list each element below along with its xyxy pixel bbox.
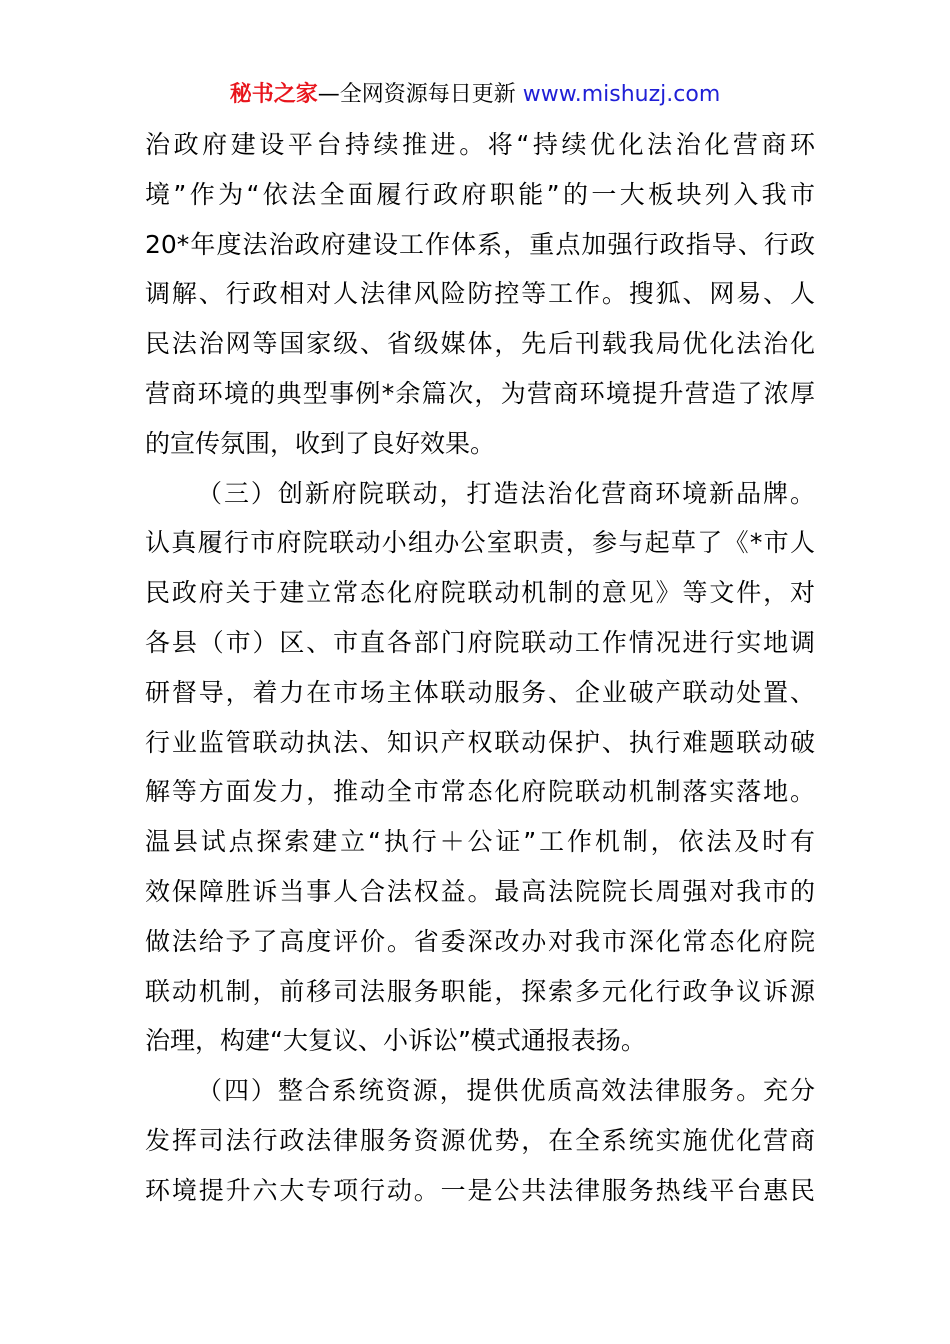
text-line: 认真履行市府院联动小组办公室职责，参与起草了《*市人 [145,528,815,558]
text-line: 联动机制，前移司法服务职能，探索多元化行政争议诉源 [145,976,815,1006]
text-line: 解等方面发力，推动全市常态化府院联动机制落实落地。 [145,777,815,807]
text-line: 调解、行政相对人法律风险防控等工作。搜狐、网易、人 [145,279,815,309]
site-brand: 秘书之家 [229,82,318,107]
text-line: 治政府建设平台持续推进。将“持续优化法治化营商环 [145,130,815,159]
text-line: 行业监管联动执法、知识产权联动保护、执行难题联动破 [145,727,815,757]
text-line: 民政府关于建立常态化府院联动机制的意见》等文件，对 [145,578,815,608]
text-line: 20*年度法治政府建设工作体系，重点加强行政指导、行政 [145,229,815,259]
text-line: 治理，构建“大复议、小诉讼”模式通报表扬。 [145,1026,646,1056]
site-tagline: —全网资源每日更新 [317,82,523,107]
site-header [0,80,950,110]
text-line: 效保障胜诉当事人合法权益。最高法院院长周强对我市的 [145,876,815,906]
text-line: 营商环境的典型事例*余篇次，为营商环境提升营造了浓厚 [145,378,815,408]
document-body [145,120,815,1216]
text-line: 的宣传氛围，收到了良好效果。 [145,428,496,458]
text-line: 各县（市）区、市直各部门府院联动工作情况进行实地调 [145,627,815,657]
section-heading-line: （三）创新府院联动，打造法治化营商环境新品牌。 [197,478,815,508]
text-line: 民法治网等国家级、省级媒体，先后刊载我局优化法治化 [145,329,815,359]
text-line: 环境提升六大专项行动。一是公共法律服务热线平台惠民 [145,1175,815,1205]
text-line: 发挥司法行政法律服务资源优势，在全系统实施优化营商 [145,1125,815,1155]
text-line: 温县试点探索建立“执行＋公证”工作机制，依法及时有 [145,827,815,857]
text-line: 做法给予了高度评价。省委深改办对我市深化常态化府院 [145,926,815,956]
section-heading-line: （四）整合系统资源，提供优质高效法律服务。充分 [197,1076,815,1106]
site-url: www.mishuzj.com [522,82,721,107]
text-line: 研督导，着力在市场主体联动服务、企业破产联动处置、 [145,677,815,707]
text-line: 境”作为“依法全面履行政府职能”的一大板块列入我市 [145,179,815,209]
